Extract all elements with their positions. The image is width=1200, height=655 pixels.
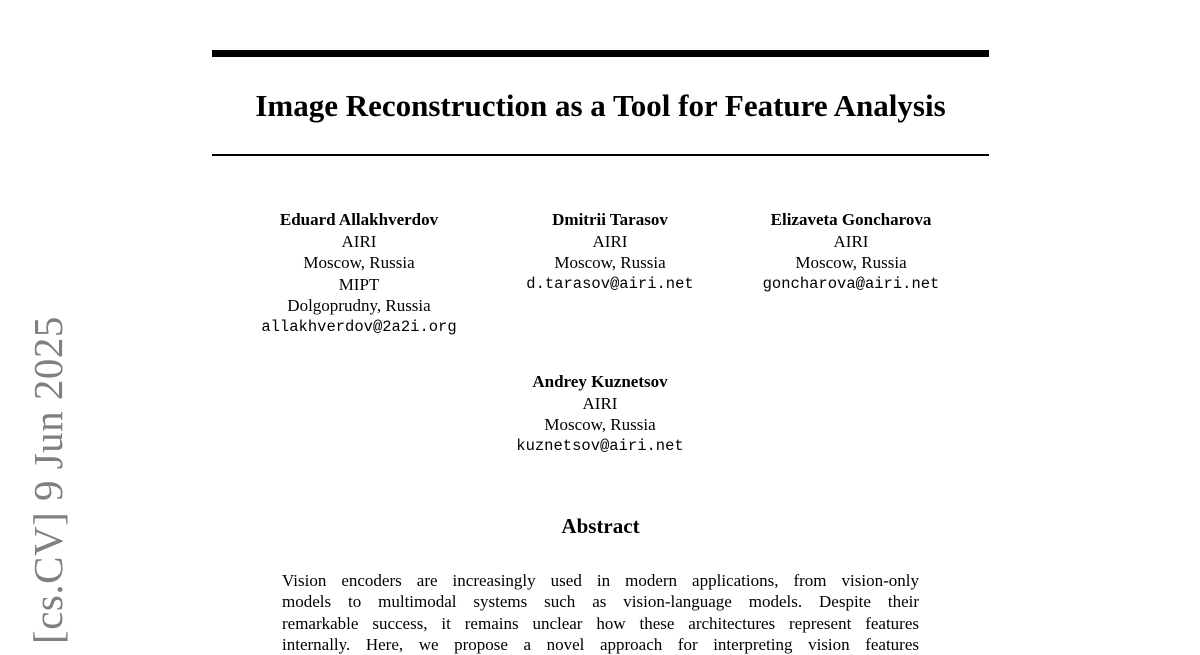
- author-affiliation: AIRI: [592, 231, 628, 251]
- abstract-line: models to multimodal systems such as vision-language models. Despite their: [282, 592, 919, 612]
- abstract-heading: Abstract: [561, 514, 640, 538]
- author-name: Elizaveta Goncharova: [770, 210, 932, 229]
- author-affiliation: MIPT: [338, 274, 380, 294]
- author-affiliation: Moscow, Russia: [303, 253, 415, 272]
- title-bottom-rule: [212, 154, 989, 156]
- author-block: [490, 371, 710, 457]
- author-block: [740, 209, 962, 295]
- paper-title: Image Reconstruction as a Tool for Feature Analysis: [255, 88, 946, 123]
- abstract-line: remarkable success, it remains unclear how these architectures represent features: [282, 613, 919, 633]
- author-affiliation: Moscow, Russia: [554, 253, 666, 272]
- author-affiliation: Moscow, Russia: [544, 415, 656, 434]
- author-email: goncharova@airi.net: [762, 274, 940, 293]
- author-email: kuznetsov@airi.net: [516, 436, 684, 455]
- author-email: allakhverdov@2a2i.org: [261, 317, 457, 336]
- author-affiliation: Moscow, Russia: [795, 253, 907, 272]
- abstract-line: internally. Here, we propose a novel approach for interpreting vision features: [282, 634, 919, 654]
- author-affiliation: AIRI: [341, 231, 377, 251]
- arxiv-id-stamp: [cs.CV] 9 Jun 2025: [25, 316, 71, 644]
- author-affiliation: AIRI: [582, 393, 618, 413]
- author-name: Andrey Kuznetsov: [532, 372, 668, 391]
- abstract-line: Vision encoders are increasingly used in modern applications, from vision-only: [282, 571, 919, 590]
- author-name: Eduard Allakhverdov: [279, 210, 439, 229]
- author-name: Dmitrii Tarasov: [552, 210, 668, 229]
- author-email: d.tarasov@airi.net: [526, 274, 694, 293]
- author-affiliation: AIRI: [833, 231, 869, 251]
- abstract-text: [282, 570, 919, 655]
- top-thick-rule: [212, 50, 989, 57]
- author-block: [490, 209, 730, 295]
- author-affiliation: Dolgoprudny, Russia: [287, 296, 431, 315]
- author-block: [240, 209, 478, 338]
